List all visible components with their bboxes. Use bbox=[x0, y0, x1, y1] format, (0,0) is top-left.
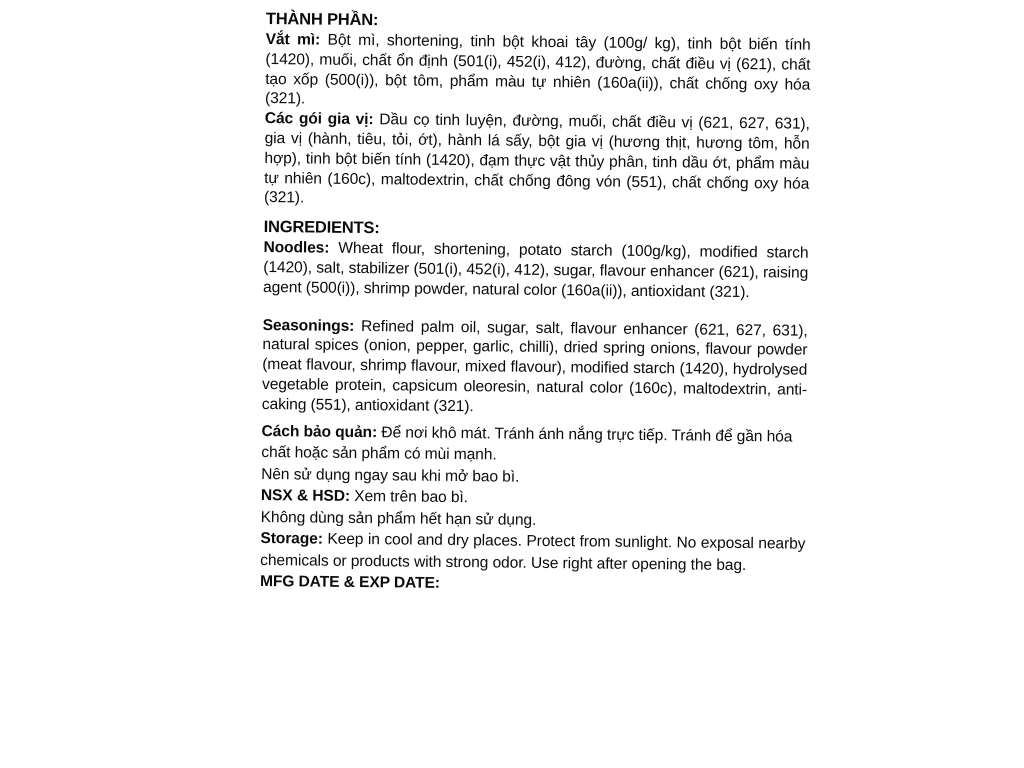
vi-storage-text: Để nơi khô mát. Tránh ánh nắng trực tiếp. Tránh để gần hóa chất hoặc sản phẩm có mùi mạnh. bbox=[261, 423, 793, 464]
vi-storage-lead: Cách bảo quản: bbox=[261, 422, 378, 441]
vi-dates-lead: NSX & HSD: bbox=[260, 487, 351, 505]
en-noodles-paragraph bbox=[263, 238, 809, 303]
vi-seasonings-text: Dầu cọ tinh luyện, đường, muối, chất điều vị (621, 627, 631), gia vị (hành, tiêu, tỏi, ớt), hành lá sấy, bột gia vị (hương thịt, hương tôm, hỗn hợp), tinh bột biến tính (1420), đạm thực vật thủy phân, tinh dầu ớt, phẩm màu tự nhiên (160c), maltodextrin, chất chống đông vón (551), chất chống oxy hóa (321). bbox=[263, 111, 810, 207]
en-storage-paragraph bbox=[260, 528, 805, 577]
en-seasonings-lead: Seasonings: bbox=[262, 316, 355, 335]
vi-storage-paragraph bbox=[261, 421, 806, 470]
vi-noodles-lead: Vắt mì: bbox=[265, 30, 321, 49]
en-storage-text: Keep in cool and dry places. Protect from sunlight. No exposal nearby chemicals or products with strong odor. Use right after opening the bag. bbox=[260, 530, 806, 574]
en-ingredients-title: INGREDIENTS: bbox=[263, 218, 380, 238]
vi-seasonings-paragraph bbox=[264, 109, 810, 214]
vi-noodles-paragraph bbox=[265, 30, 811, 115]
en-dates-lead: MFG DATE & EXP DATE: bbox=[259, 573, 441, 592]
en-storage-lead: Storage: bbox=[260, 530, 323, 548]
vi-seasonings-lead: Các gói gia vị: bbox=[264, 110, 374, 129]
en-noodles-lead: Noodles: bbox=[263, 239, 330, 257]
en-seasonings-paragraph bbox=[262, 316, 808, 421]
vi-dates-text: Xem trên bao bì. bbox=[349, 487, 469, 507]
vi-ingredients-title: THÀNH PHẦN: bbox=[265, 9, 379, 30]
ingredients-label bbox=[260, 8, 811, 598]
vi-noodles-text: Bột mì, shortening, tinh bột khoai tây (100g/ kg), tinh bột biến tính (1420), muối, chất ổn định (501(i), 452(i), 412), đường, chất điều vị (621), chất tạo xốp (500(i)), bột tôm, phẩm màu tự nhiên (160a(ii)), chất chống oxy hóa (321). bbox=[264, 31, 811, 108]
vi-storage-line2: Nên sử dụng ngay sau khi mở bao bì. bbox=[261, 465, 520, 486]
vi-expiry-warning: Không dùng sản phẩm hết hạn sử dụng. bbox=[260, 508, 537, 529]
en-noodles-text: Wheat flour, shortening, potato starch (100g/kg), modified starch (1420), salt, stabilizer (501(i), 452(i), 412), sugar, flavour enhancer (621), raising agent (500(i)), shrimp powder, natural color (160a(ii)), antioxidant (321). bbox=[262, 239, 809, 301]
en-seasonings-text: Refined palm oil, sugar, salt, flavour enhancer (621, 627, 631), natural spices (onion, pepper, garlic, chilli), dried spring onions, flavour powder (meat flavour, shrimp flavour, mixed flavour), modified starch (1420), hydrolysed vegetable protein, capsicum oleoresin, natural color (160c), maltodextrin, anti-caking (551), antioxidant (321). bbox=[261, 317, 808, 415]
